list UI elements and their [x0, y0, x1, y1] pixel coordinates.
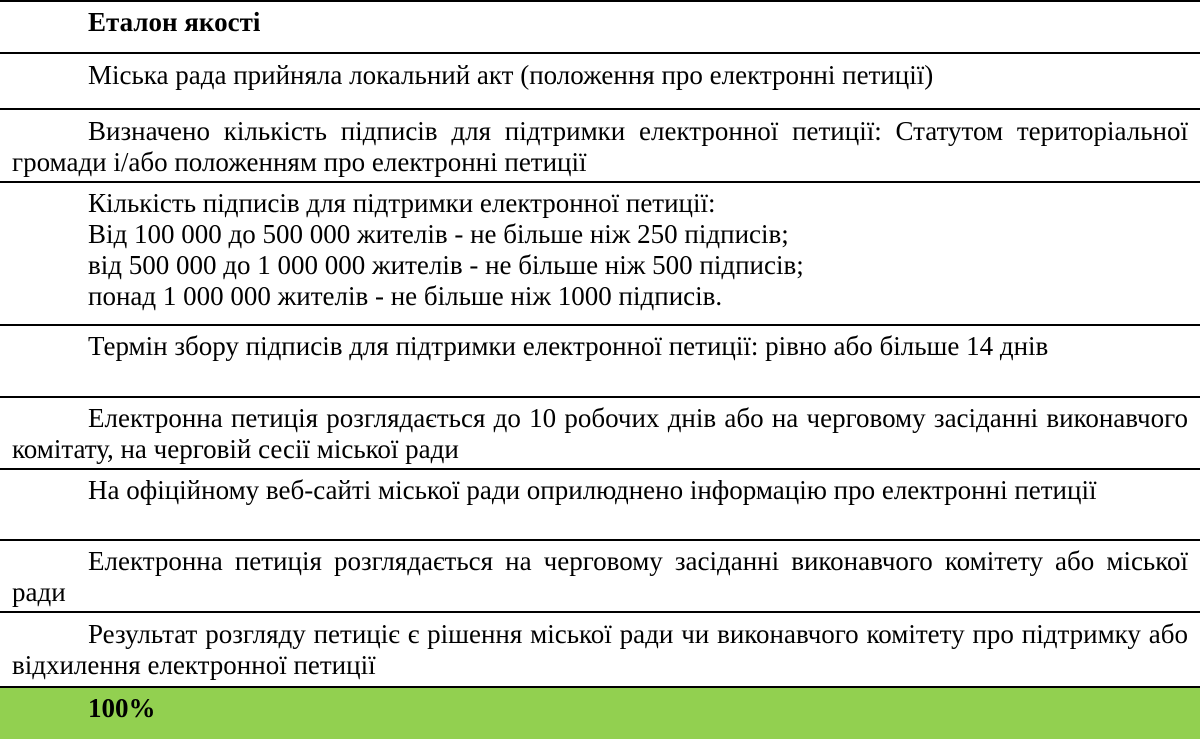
- row-text: Електронна петиція розглядається до 10 робочих днів або на черговому засіданні виконавчого комітату, на черговій сесії міської ради: [12, 403, 1188, 464]
- row-text: Міська рада прийняла локальний акт (положення про електронні петиції): [88, 60, 934, 90]
- table-row: [0, 326, 1200, 398]
- table-row: [0, 54, 1200, 110]
- table-row: [0, 613, 1200, 688]
- table-header: Еталон якості: [88, 7, 261, 37]
- table-row: [0, 541, 1200, 613]
- table-row: [0, 470, 1200, 541]
- row-line: Від 100 000 до 500 000 жителів - не більше ніж 250 підписів;: [88, 219, 789, 249]
- table-row: [0, 398, 1200, 470]
- row-text: На офіційному веб-сайті міської ради оприлюднено інформацію про електронні петиції: [88, 475, 1097, 505]
- row-text: Термін збору підписів для підтримки електронної петиції: рівно або більше 14 днів: [88, 331, 1049, 361]
- row-text: Результат розгляду петиціє є рішення міської ради чи виконавчого комітету про підтримку або відхилення електронної петиції: [12, 619, 1188, 680]
- table-header-row: [0, 2, 1200, 54]
- row-line: від 500 000 до 1 000 000 жителів - не більше ніж 500 підписів;: [88, 250, 804, 280]
- row-line: Кількість підписів для підтримки електронної петиції:: [88, 188, 716, 218]
- row-line: понад 1 000 000 жителів - не більше ніж 1000 підписів.: [88, 281, 723, 311]
- total-value: 100%: [88, 693, 156, 723]
- row-text: Визначено кількість підписів для підтримки електронної петиції: Статутом територіальної громади і/або положенням про електронні петиції: [12, 116, 1188, 177]
- table-row: [0, 110, 1200, 183]
- total-row: [0, 688, 1200, 739]
- row-text: Електронна петиція розглядається на черговому засіданні виконавчого комітету або міської ради: [12, 546, 1188, 607]
- table-row: [0, 183, 1200, 326]
